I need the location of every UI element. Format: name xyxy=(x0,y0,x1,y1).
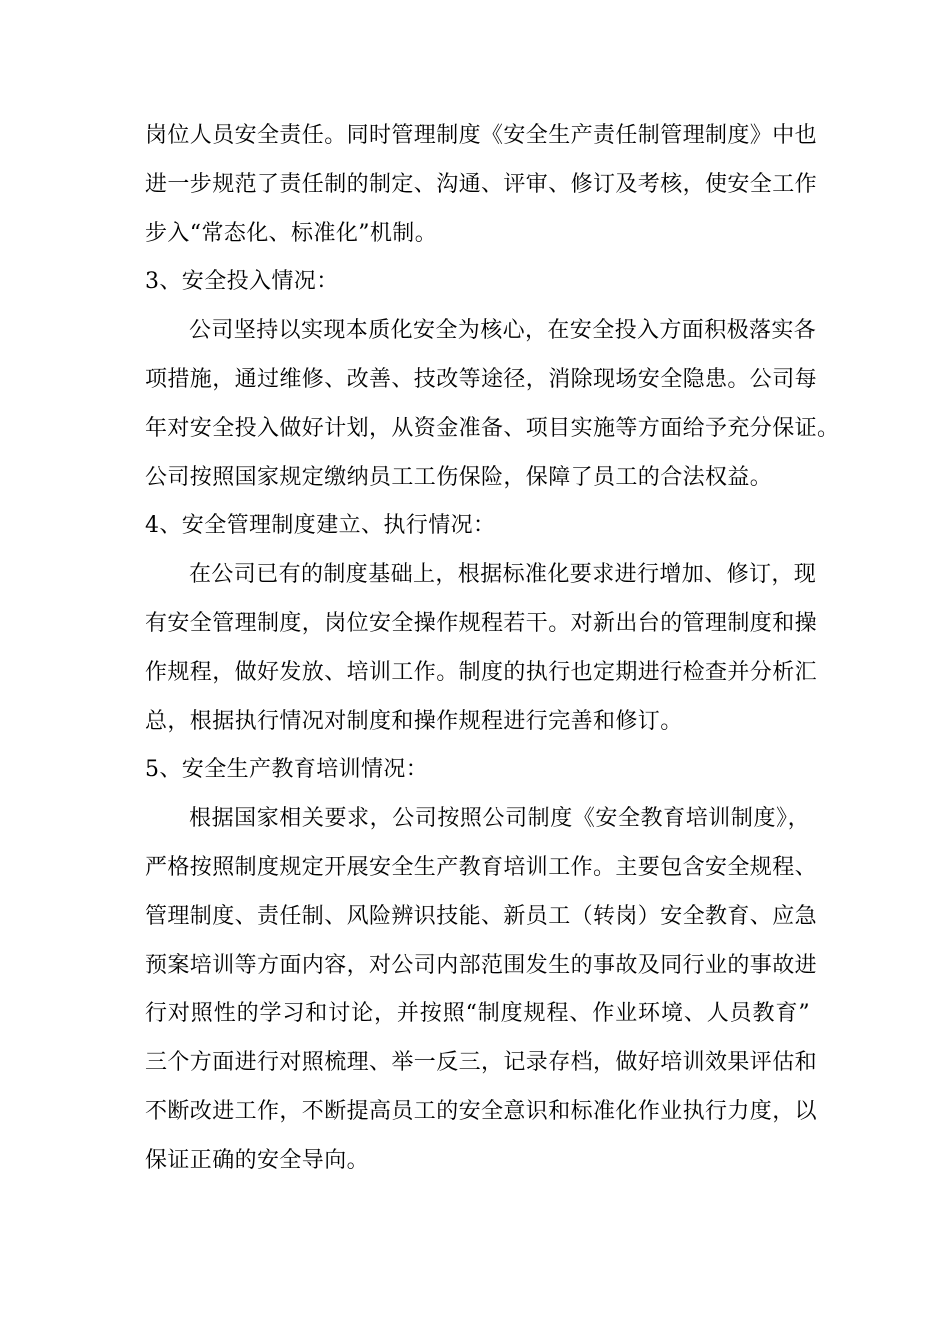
text-line: 保证正确的安全导向。 xyxy=(145,1147,370,1173)
paragraph-first-line: 在公司已有的制度基础上，根据标准化要求进行增加、修订，现 xyxy=(189,562,817,588)
section-heading-4: 4、安全管理制度建立、执行情况： xyxy=(145,513,496,539)
text-line: 有安全管理制度，岗位安全操作规程若干。对新出台的管理制度和操 xyxy=(145,610,818,636)
paragraph-first-line: 根据国家相关要求，公司按照公司制度《安全教育培训制度》， xyxy=(189,806,810,832)
text-line: 总，根据执行情况对制度和操作规程进行完善和修订。 xyxy=(145,708,683,734)
text-line: 作规程，做好发放、培训工作。制度的执行也定期进行检查并分析汇 xyxy=(145,659,818,685)
text-line: 项措施，通过维修、改善、技改等途径，消除现场安全隐患。公司每 xyxy=(145,366,818,392)
text-line: 年对安全投入做好计划，从资金准备、项目实施等方面给予充分保证。 xyxy=(145,415,840,441)
text-line: 预案培训等方面内容，对公司内部范围发生的事故及同行业的事故进 xyxy=(145,952,818,978)
text-line: 步入“常态化、标准化”机制。 xyxy=(145,220,438,246)
text-line: 岗位人员安全责任。同时管理制度《安全生产责任制管理制度》中也 xyxy=(145,123,818,148)
section-heading-3: 3、安全投入情况： xyxy=(145,269,339,295)
section-heading-5: 5、安全生产教育培训情况： xyxy=(145,757,429,783)
text-line: 行对照性的学习和讨论，并按照“制度规程、作业环境、人员教育” xyxy=(145,1001,810,1027)
paragraph-first-line: 公司坚持以实现本质化安全为核心，在安全投入方面积极落实各 xyxy=(189,318,817,344)
text-line: 不断改进工作，不断提高员工的安全意识和标准化作业执行力度，以 xyxy=(145,1098,818,1124)
text-line: 严格按照制度规定开展安全生产教育培训工作。主要包含安全规程、 xyxy=(145,854,818,880)
document-body xyxy=(145,112,840,1186)
text-line: 公司按照国家规定缴纳员工工伤保险，保障了员工的合法权益。 xyxy=(145,464,773,490)
text-line: 管理制度、责任制、风险辨识技能、新员工（转岗）安全教育、应急 xyxy=(145,903,818,929)
text-line: 三个方面进行对照梳理、举一反三，记录存档，做好培训效果评估和 xyxy=(145,1050,818,1076)
text-line: 进一步规范了责任制的制定、沟通、评审、修订及考核，使安全工作 xyxy=(145,171,818,197)
